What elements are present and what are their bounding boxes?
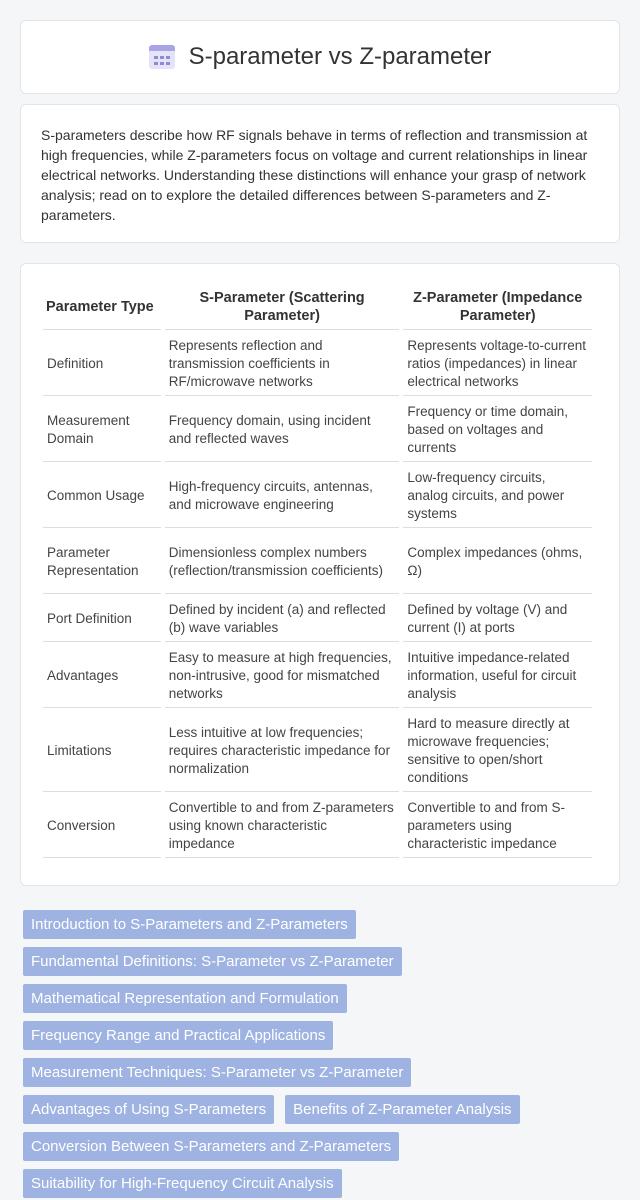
table-row	[43, 464, 592, 528]
header-card	[20, 20, 620, 94]
row-label: Common Usage	[43, 464, 161, 528]
z-parameter-cell: Low-frequency circuits, analog circuits, and power systems	[403, 464, 592, 528]
table-row	[43, 794, 592, 858]
z-parameter-cell: Convertible to and from S-parameters using characteristic impedance	[403, 794, 592, 858]
s-parameter-cell: Represents reflection and transmission coefficients in RF/microwave networks	[165, 332, 400, 396]
title-wrap	[149, 43, 492, 71]
related-topics	[23, 910, 623, 1200]
topic-tag[interactable]: Introduction to S-Parameters and Z-Parameters	[23, 910, 356, 939]
topic-tag[interactable]: Conversion Between S-Parameters and Z-Parameters	[23, 1132, 399, 1161]
comparison-table	[39, 284, 596, 860]
z-parameter-cell: Frequency or time domain, based on voltages and currents	[403, 398, 592, 462]
s-parameter-cell: High-frequency circuits, antennas, and microwave engineering	[165, 464, 400, 528]
row-label: Conversion	[43, 794, 161, 858]
tag-row	[23, 1169, 623, 1198]
z-parameter-cell: Defined by voltage (V) and current (I) at ports	[403, 596, 592, 642]
tag-row	[23, 984, 623, 1013]
table-header-row	[43, 286, 592, 330]
s-parameter-cell: Frequency domain, using incident and reflected waves	[165, 398, 400, 462]
s-parameter-cell: Less intuitive at low frequencies; requires characteristic impedance for normalization	[165, 710, 400, 792]
row-label: Definition	[43, 332, 161, 396]
table-row	[43, 644, 592, 708]
topic-tag[interactable]: Fundamental Definitions: S-Parameter vs Z-Parameter	[23, 947, 402, 976]
comparison-table-card	[20, 263, 620, 886]
topic-tag[interactable]: Frequency Range and Practical Applications	[23, 1021, 333, 1050]
header-parameter-type: Parameter Type	[43, 286, 161, 330]
topic-tag[interactable]: Advantages of Using S-Parameters	[23, 1095, 274, 1124]
page-title: S-parameter vs Z-parameter	[188, 43, 492, 70]
z-parameter-cell: Represents voltage-to-current ratios (impedances) in linear electrical networks	[403, 332, 592, 396]
table-row	[43, 710, 592, 792]
tag-row	[23, 910, 623, 939]
z-parameter-cell: Hard to measure directly at microwave frequencies; sensitive to open/short conditions	[403, 710, 592, 792]
s-parameter-cell: Convertible to and from Z-parameters using known characteristic impedance	[165, 794, 400, 858]
tag-row	[23, 1095, 623, 1124]
table-row	[43, 596, 592, 642]
tag-row	[23, 1021, 623, 1050]
row-label: Advantages	[43, 644, 161, 708]
topic-tag[interactable]: Mathematical Representation and Formulation	[23, 984, 347, 1013]
s-parameter-cell: Dimensionless complex numbers (reflection/transmission coefficients)	[165, 530, 400, 594]
s-parameter-cell: Easy to measure at high frequencies, non-intrusive, good for mismatched networks	[165, 644, 400, 708]
tag-row	[23, 947, 623, 976]
tag-row	[23, 1132, 623, 1161]
intro-card	[20, 104, 620, 243]
table-row	[43, 398, 592, 462]
row-label: Limitations	[43, 710, 161, 792]
z-parameter-cell: Complex impedances (ohms, Ω)	[403, 530, 592, 594]
calendar-icon	[149, 45, 175, 69]
topic-tag[interactable]: Measurement Techniques: S-Parameter vs Z-Parameter	[23, 1058, 411, 1087]
s-parameter-cell: Defined by incident (a) and reflected (b) wave variables	[165, 596, 400, 642]
tag-row	[23, 1058, 623, 1087]
z-parameter-cell: Intuitive impedance-related information, useful for circuit analysis	[403, 644, 592, 708]
topic-tag[interactable]: Benefits of Z-Parameter Analysis	[285, 1095, 519, 1124]
topic-tag[interactable]: Suitability for High-Frequency Circuit Analysis	[23, 1169, 342, 1198]
table-row	[43, 530, 592, 594]
header-s-parameter: S-Parameter (Scattering Parameter)	[165, 286, 400, 330]
intro-text: S-parameters describe how RF signals behave in terms of reflection and transmission at high frequencies, while Z-parameters focus on voltage and current relationships in linear electrical networks. Understanding these distinctions will enhance your grasp of network analysis; read on to explore the detailed differences between S-parameters and Z-parameters.	[41, 127, 588, 223]
table-row	[43, 332, 592, 396]
header-z-parameter: Z-Parameter (Impedance Parameter)	[403, 286, 592, 330]
row-label: Parameter Representation	[43, 530, 161, 594]
row-label: Measurement Domain	[43, 398, 161, 462]
row-label: Port Definition	[43, 596, 161, 642]
